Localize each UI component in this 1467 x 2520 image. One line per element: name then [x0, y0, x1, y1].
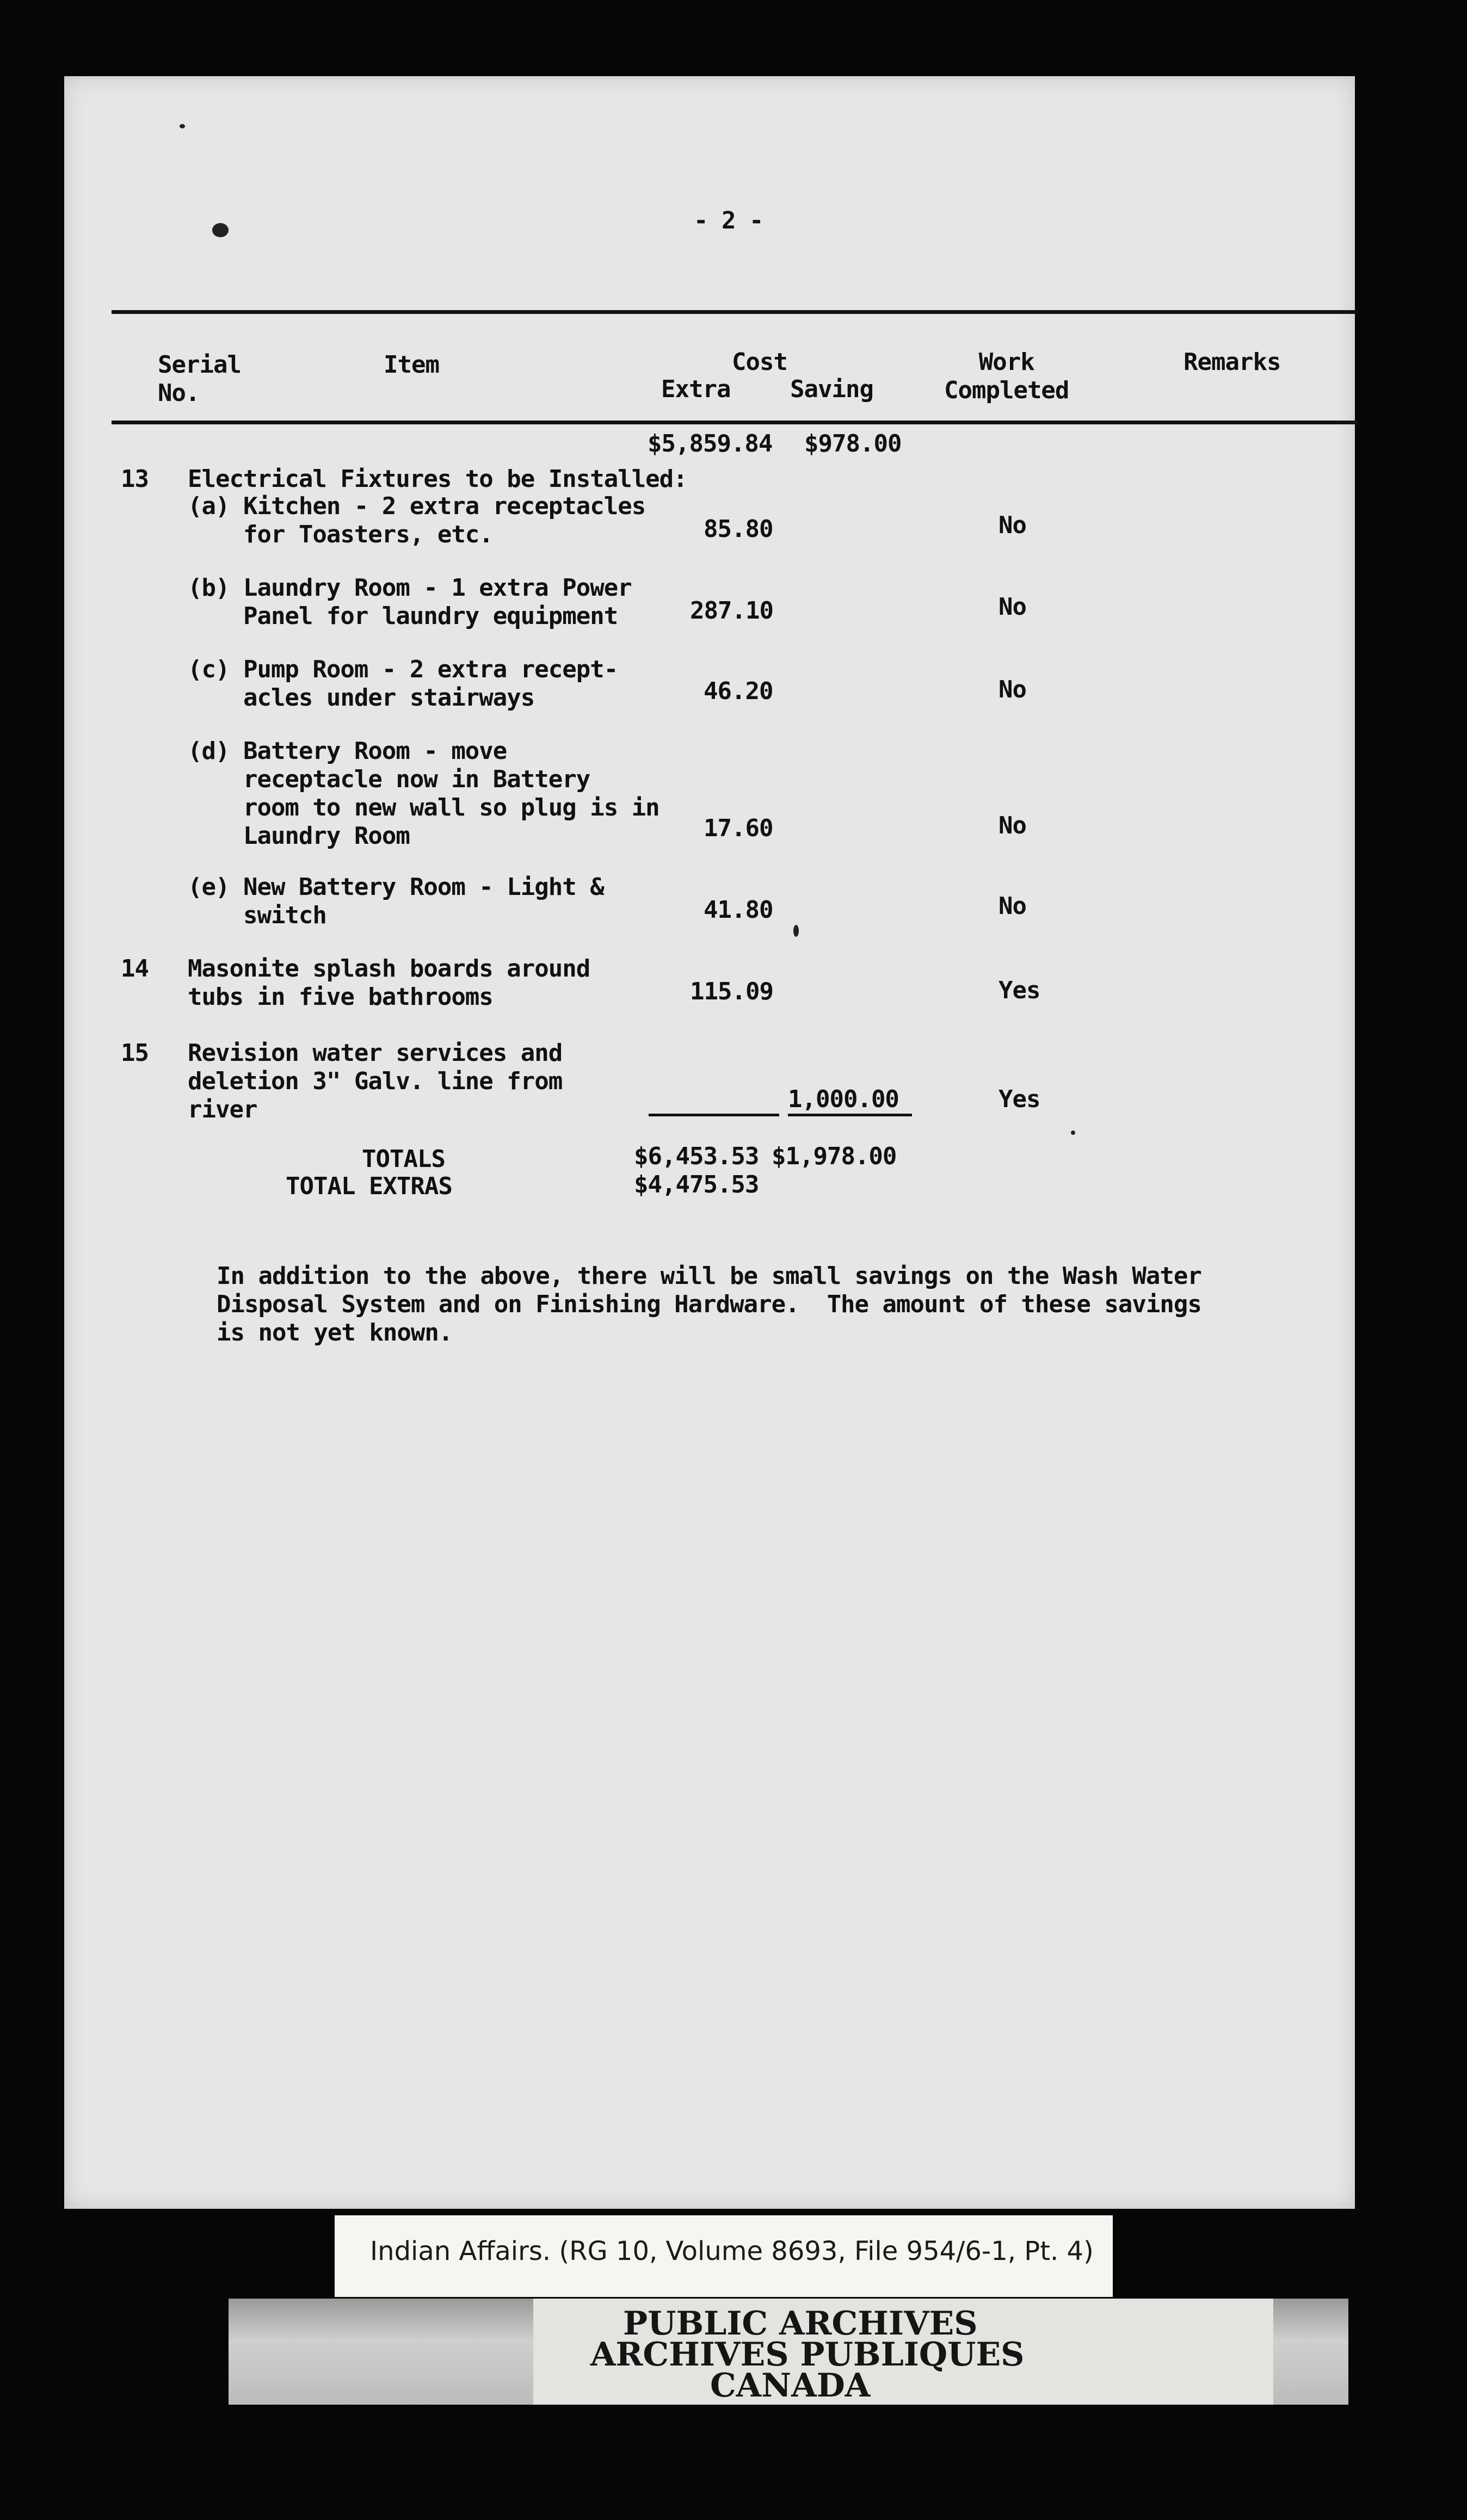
item-14: Masonite splash boards around tubs in five bathrooms [188, 955, 590, 1011]
work-13d: No [998, 812, 1026, 839]
archive-caption: Indian Affairs. (RG 10, Volume 8693, File 954/6-1, Pt. 4) [370, 2236, 1094, 2266]
ink-speck [212, 223, 229, 237]
item-13c: (c) Pump Room - 2 extra recept- acles under stairways [188, 656, 618, 712]
stamp-line-3: CANADA [710, 2367, 871, 2405]
work-13b: No [998, 593, 1026, 621]
ink-speck [793, 925, 799, 937]
work-13c: No [998, 676, 1026, 703]
item-15: Revision water services and deletion 3" Galv. line from river [188, 1039, 563, 1123]
item-13e: (e) New Battery Room - Light & switch [188, 873, 604, 929]
header-saving: Saving [790, 375, 873, 403]
header-work-completed: Work Completed [944, 348, 1069, 404]
header-bottom-rule [112, 421, 1358, 424]
total-extras-label: TOTAL EXTRAS [286, 1172, 452, 1200]
header-remarks: Remarks [1184, 348, 1281, 376]
carried-forward-extra: $5,859.84 [648, 430, 773, 458]
header-serial: Serial No. [158, 351, 241, 407]
stamp-line-2: ARCHIVES PUBLIQUES [590, 2336, 1025, 2374]
totals-saving: $1,978.00 [772, 1142, 897, 1170]
ink-speck [180, 124, 185, 128]
extra-13b: 287.10 [690, 597, 773, 625]
carried-forward-saving: $978.00 [804, 430, 902, 458]
extra-sum-rule [649, 1114, 779, 1116]
ink-speck [1071, 1131, 1075, 1135]
serial-14: 14 [121, 955, 149, 983]
extra-13d: 17.60 [704, 814, 773, 842]
saving-sum-rule [788, 1114, 912, 1116]
work-13e: No [998, 892, 1026, 920]
work-14: Yes [998, 977, 1040, 1004]
item-13b: (b) Laundry Room - 1 extra Power Panel for laundry equipment [188, 574, 632, 630]
extra-13c: 46.20 [704, 677, 773, 705]
item-13d: (d) Battery Room - move receptacle now in Battery room to new wall so plug is in Laundry Room [188, 737, 659, 850]
saving-15: 1,000.00 [788, 1085, 899, 1113]
work-15: Yes [998, 1085, 1040, 1113]
item-13-heading: Electrical Fixtures to be Installed: [188, 465, 687, 493]
work-13a: No [998, 511, 1026, 539]
extra-13e: 41.80 [704, 896, 773, 924]
totals-label: TOTALS [362, 1145, 445, 1173]
header-item: Item [384, 351, 439, 379]
header-extra: Extra [661, 375, 731, 403]
totals-extra: $6,453.53 [634, 1142, 759, 1170]
stamp-line-1: PUBLIC ARCHIVES [623, 2305, 978, 2343]
page-number: - 2 - [694, 207, 763, 234]
item-13a: (a) Kitchen - 2 extra receptacles for Toasters, etc. [188, 492, 646, 548]
top-rule [112, 310, 1358, 314]
serial-13: 13 [121, 465, 149, 493]
header-cost: Cost [732, 348, 787, 376]
extra-13a: 85.80 [704, 515, 773, 543]
serial-15: 15 [121, 1039, 149, 1067]
total-extras: $4,475.53 [634, 1171, 759, 1199]
note-paragraph: In addition to the above, there will be small savings on the Wash Water Disposal System and on Finishing Hardware. The amount of these savings is not yet known. [217, 1262, 1201, 1347]
extra-14: 115.09 [690, 978, 773, 1005]
